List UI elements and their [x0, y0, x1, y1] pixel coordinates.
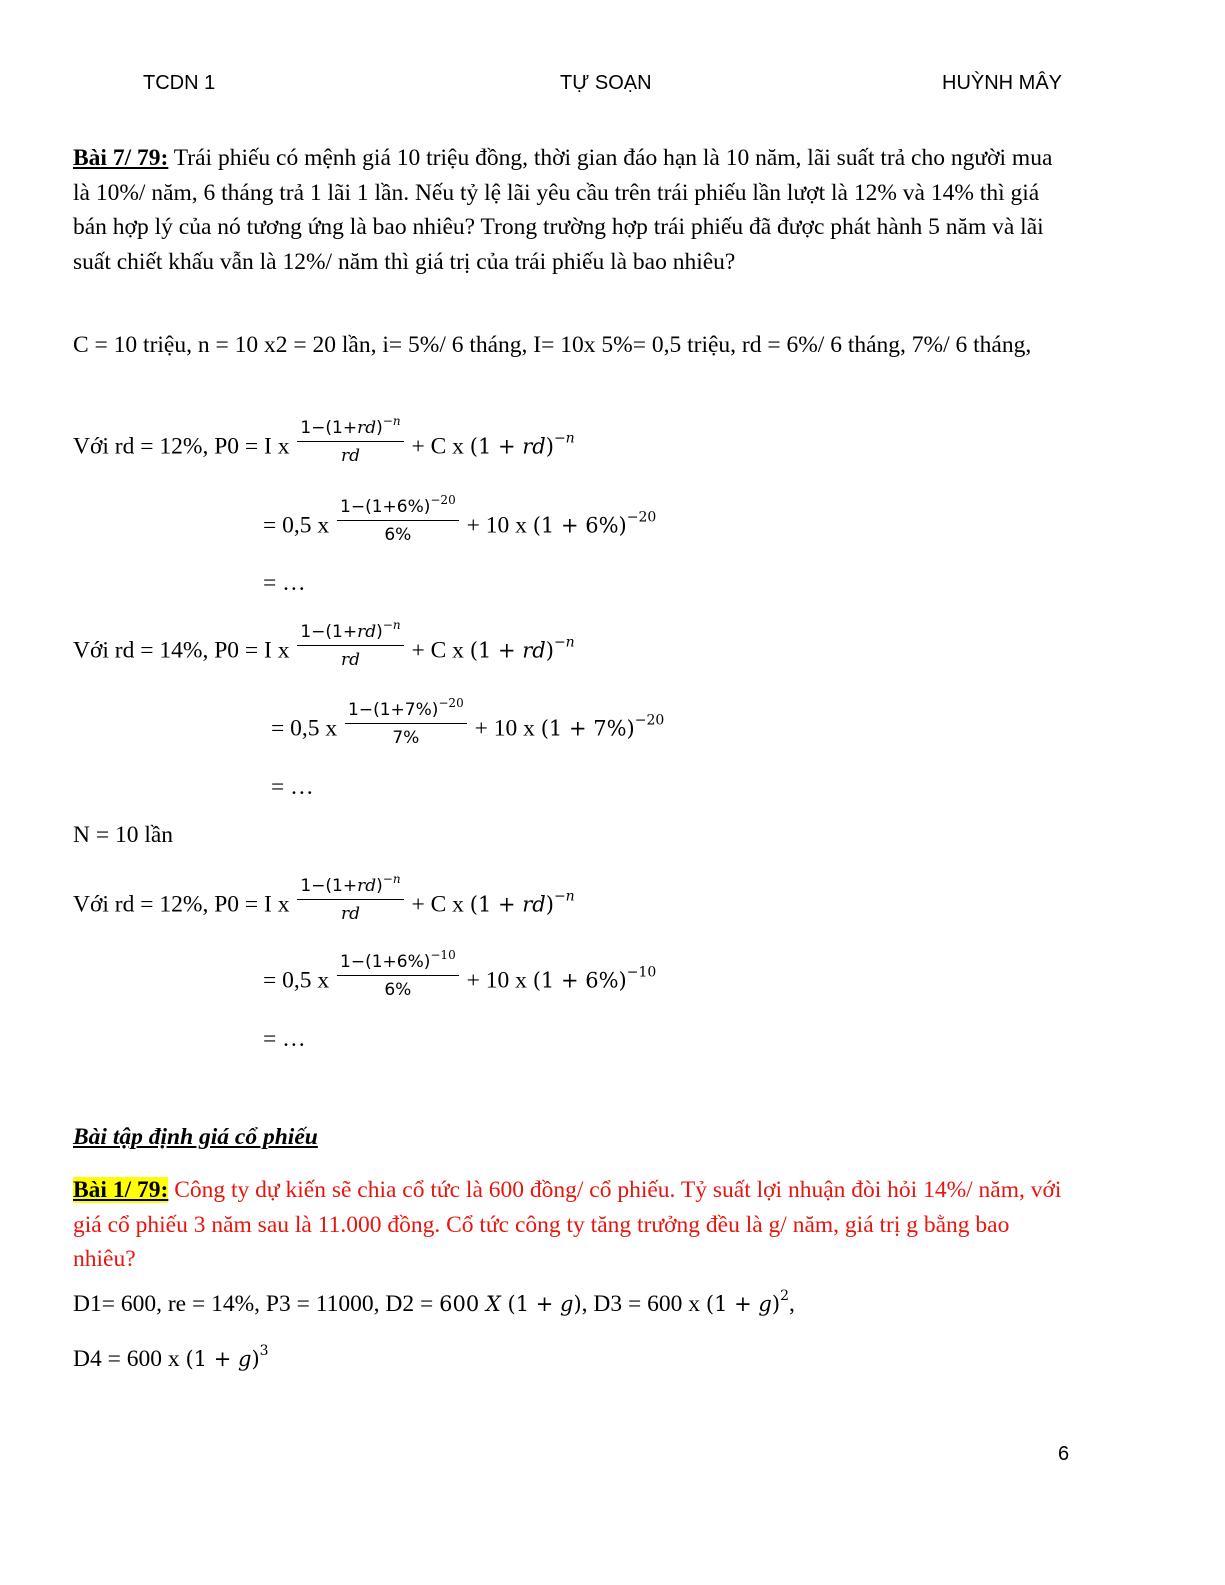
bai1-problem [73, 1173, 1073, 1277]
calc2-result: = … [271, 774, 314, 800]
formula-fraction: $\frac{1-(1+rd)^{-n}}{rd}$ [297, 622, 403, 670]
formula-fraction: $\frac{1-(1+rd)^{-n}}{rd}$ [297, 418, 403, 466]
calc1-prefix: Với rd = 12%, P0 = I x [73, 433, 296, 460]
bai7-problem [73, 141, 1073, 279]
header-course: TCDN 1 [143, 72, 216, 94]
bai7-text: Trái phiếu có mệnh giá 10 triệu đồng, thời gian đáo hạn là 10 năm, lãi suất trả cho người mua là 10%/ năm, 6 tháng trả 1 lãi 1 lần. Nếu tỷ lệ lãi yêu cầu trên trái phiếu lần lượt là 12% và 14% thì giá bán hợp lý của nó tương ứng là bao nhiêu? Trong trường hợp trái phiếu đã được phát hành 5 năm và lãi suất chiết khấu vẫn là 12%/ năm thì giá trị của trái phiếu là bao nhiêu? [73, 145, 1053, 275]
bai7-label: Bài 7/ 79: [73, 145, 169, 171]
header-title: TỰ SOẠN [560, 72, 652, 94]
calc1-fraction: $\frac{1-(1+6\%)^{-20}}{6\%}$ [337, 497, 459, 545]
calc1-formula: Với rd = 12%, P0 = I x $\frac{1-(1+rd)^{-n}}{rd}$ + C x (1 + rd)$^{-n}$ [73, 414, 575, 466]
formula-fraction: $\frac{1-(1+rd)^{-n}}{rd}$ [297, 876, 403, 924]
bai1-label: Bài 1/ 79: [73, 1177, 169, 1203]
calc3-fraction: $\frac{1-(1+6\%)^{-10}}{6\%}$ [337, 952, 459, 1000]
calc1-step1: = 0,5 x $\frac{1-(1+6\%)^{-20}}{6\%}$ + 10 x $(1 + 6\%)^{-20}$ [263, 493, 657, 545]
bai1-given: D1= 600, re = 14%, P3 = 11000, D2 = 600 X (1 + g), D3 = 600 x $(1 + g)^2$, [73, 1288, 795, 1317]
bai7-given: C = 10 triệu, n = 10 x2 = 20 lần, i= 5%/ 6 tháng, I= 10x 5%= 0,5 triệu, rd = 6%/ 6 tháng, 7%/ 6 tháng, [73, 332, 1032, 358]
bai1-text: Công ty dự kiến sẽ chia cổ tức là 600 đồng/ cổ phiếu. Tỷ suất lợi nhuận đòi hỏi 14%/ năm, với giá cổ phiếu 3 năm sau là 11.000 đồng. Cổ tức công ty tăng trưởng đều là g/ năm, giá trị g bằng bao nhiêu? [73, 1177, 1062, 1272]
n-ten-periods: N = 10 lần [73, 822, 174, 848]
calc3-step1: = 0,5 x $\frac{1-(1+6\%)^{-10}}{6\%}$ + 10 x $(1 + 6\%)^{-10}$ [263, 948, 657, 1000]
calc3-formula: Với rd = 12%, P0 = I x $\frac{1-(1+rd)^{-n}}{rd}$ + C x (1 + rd)$^{-n}$ [73, 872, 575, 924]
calc2-fraction: $\frac{1-(1+7\%)^{-20}}{7\%}$ [345, 700, 467, 748]
bai1-d4: D4 = 600 x $(1 + g)^3$ [73, 1343, 269, 1372]
calc2-formula: Với rd = 14%, P0 = I x $\frac{1-(1+rd)^{-n}}{rd}$ + C x (1 + rd)$^{-n}$ [73, 618, 575, 670]
header-author: HUỲNH MÂY [942, 72, 1063, 94]
calc2-step1: = 0,5 x $\frac{1-(1+7\%)^{-20}}{7\%}$ + 10 x $(1 + 7\%)^{-20}$ [271, 696, 665, 748]
page-number: 6 [1058, 1443, 1070, 1465]
calc1-result: = … [263, 570, 306, 596]
section-heading: Bài tập định giá cổ phiếu [73, 1124, 318, 1150]
calc3-result: = … [263, 1026, 306, 1052]
